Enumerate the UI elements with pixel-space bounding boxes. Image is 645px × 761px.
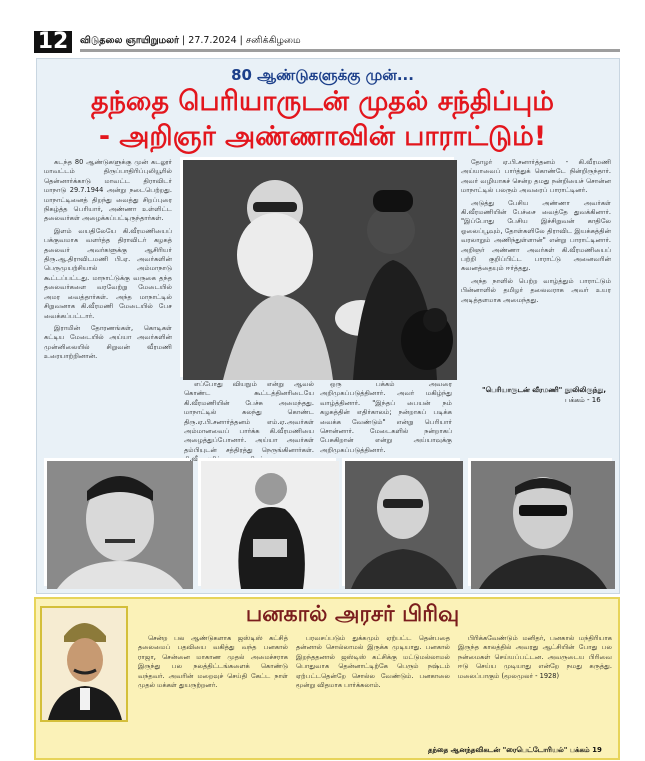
feature-column-1 [138, 634, 288, 742]
article-kicker: 80 ஆண்டுகளுக்கு முன்... [231, 66, 414, 84]
feature-credit: தந்தை ஆனந்தவிகடன் "ரைபெட்டோரியல்" பக்கம் 19 [428, 746, 602, 754]
paragraph: இளம் வயதிலேயே கி.வீரமணியைப் பக்குவமாக வளர்த்த திராவிடர் கழகத் தலைவர் அவர்களுக்கு ஆசிரியர் திரு.ஆ.திராவிடமணி பி.ஏ. அவர்களின் பெருமுயற்சியால் அம்மாநாடு கூட்டப்பட்டது. மாநாட்டுக்கு வருகை தந்த தலைவர்களை வரவேற்று மேடையில் அமர வைத்தார்கள். அந்த மாநாட்டில் சிறுவனாக கி.வீரமணி மேடையில் பேச வைக்கப்பட்டார். [44, 226, 172, 320]
headline-line-2: - அறிஞர் அண்ணாவின் பாராட்டும்! [98, 121, 547, 152]
feature-column-3 [458, 634, 612, 742]
article-column-1 [44, 158, 172, 454]
paragraph: இராமின் தோரணங்கள், கொடிகள் கட்டிய மேடையில் அய்யா அவர்களின் முன்னிலையில் சிறுவன் வீரமணி உரையாற்றினான். [44, 323, 172, 361]
paragraph: கடந்த 80 ஆண்டுகளுக்கு முன் கடலூர் மாவட்டம் திருப்பாதிரிப்புலியூரில் தென்னார்க்காடு மாவட்ட திராவிடர் மாநாடு 29.7.1944 அன்று நடைபெற்றது. மாநாட்டினைத் திறந்து வைத்து சிறப்புரை நிகழ்த்த பெரியார், அண்ணா உள்ளிட்ட தலைவர்கள் அழைக்கப்பட்டிருந்தார்கள். [44, 158, 172, 223]
feature-column-2 [296, 634, 450, 742]
paragraph: பிரிக்கவேண்டும் மனிதர், பனகால் மந்திரியாக இருந்த காலத்தில் அவரது ஆட்சியின் போது பல நன்மைகள் செய்யப்பட்டன. அவருடைய பிரிவை ஈடு செய்ய முடியாது என்றே நமது கருத்து. மலைப்பாகும் (மூலமுலர் - 1928) [458, 634, 612, 680]
paragraph: தோழர் ஏ.பி.சனார்த்தனம் - கி.வீரமணி அய்யாவைப் பார்த்துக் கொண்டே நின்றிருந்தார். அவர் வழியாகச் சென்ற தமது நன்றியைச் சொன்ன மாநாட்டில் பலரும் அவரைப் பாராட்டினர். [461, 158, 611, 195]
article-column-4 [461, 158, 611, 384]
headline-line-1: தந்தை பெரியாருடன் முதல் சந்திப்பும் [90, 86, 555, 117]
feature-heading: பனகால் அரசர் பிரிவு [245, 602, 460, 627]
source-page: பக்கம் - 16 [565, 396, 601, 404]
paragraph: பரவசப்படும் துக்கமும் ஏற்பட்ட தென்பதை தன்னால் சொல்லாமல் இருக்க முடியாது. பனகால் இறந்ததனால் ஜஸ்டிஸ் கட்சிக்கு மட்டுமல்லாமல் பொதுவாக தென்னாட்டிற்கே பெரும் நஷ்டம் ஏற்பட்டதென்றே சொல்ல வேண்டும். பனகாலை மூன்று விதமாக பார்க்கலாம். [296, 634, 450, 690]
paragraph: ஒரு பக்கம் அவரை அறிமுகப்படுத்தினார். அவர் மகிழ்ந்து வாழ்த்தினார். "இந்தப் பையன் நம் கழகத்தின் எதிர்காலம்; நன்றாகப் படிக்க வைக்க வேண்டும்" என்று பெரியார் சொன்னார். மேடைகளில் நன்றாகப் பேசுகிறான் என்று அய்யாவுக்கு அறிமுகப்படுத்தினார். [320, 380, 452, 454]
article-column-2 [184, 380, 314, 454]
article-column-3 [320, 380, 452, 454]
issue-day: சனிக்கிழமை [245, 35, 301, 46]
header-info: விடுதலை ஞாயிறுமலர் | 27.7.2024 | சனிக்கிழமை [80, 35, 301, 46]
periyar-veeramani-photo [180, 157, 454, 377]
paragraph: அடுத்து பேசிய அண்ணா அவர்கள் கி.வீரமணியின் பேச்சை வைத்தே துவக்கினார். "இப்போது பேசிய இச்சிறுவன் காதிலே ஓலைப்பூவும், தோள்களிலே திராவிட இயக்கத்தின் வரலாறும் அணிந்துள்ளான்" என்று பாராட்டினார். அறிஞர் அண்ணா அவர்கள் கி.வீரமணியைப் பற்றி குறிப்பிட்ட பாராட்டு அனைவரின் கவனத்தையும் ஈர்த்தது. [461, 198, 611, 273]
page-header [0, 31, 645, 53]
source-credit: "பெரியாருடன் வீரமணி" நூலிலிருந்து, [482, 386, 607, 394]
header-rule [80, 49, 620, 52]
portrait-3 [342, 458, 460, 586]
photo-illustration [183, 160, 457, 380]
portrait-2 [198, 458, 336, 586]
paragraph: அந்த நாளில் பெற்ற வாழ்த்தும் பாராட்டும் பின்னாளில் தமிழர் தலைவராக அவர் உயர அடித்தளமாக அமைந்தது. [461, 276, 611, 304]
portrait-4 [468, 458, 612, 586]
issue-date: 27.7.2024 [188, 35, 237, 46]
paragraph: எப்போது வியநும் என்று ஆவல் கொண்ட கூட்டத்தினரிடையே கி.வீரமணியின் பேச்சு அமைந்தது. மாநாட்டில் கலந்து கொண்ட திரு.ஏ.பி.சனார்த்தனம் எம்.ஏ.அவர்கள் அம்மானவைப் பார்க்க கி.வீரமணியை அழைத்துப்போனார். அய்யா அவர்கள் தம்பியுடன் சத்திரத்து நெருங்கினார்கள். [184, 380, 314, 454]
page-number: 12 [34, 31, 72, 53]
publication-name: விடுதலை ஞாயிறுமலர் [80, 35, 180, 46]
portrait-1 [44, 458, 190, 586]
paragraph: சென்ற பல ஆண்டுகளாக ஜஸ்டிஸ் கட்சித் தலைமைப் பதவியை வகித்து வந்த பனகால் ராஜா, சென்னை மாகாண முதல் அமைச்சராக இருந்து பல நலத்திட்டங்களைக் கொண்டு வந்தவர். அவரின் மறைவுச் செய்தி கேட்ட நாள் முதல் மக்கள் துயருற்றனர். [138, 634, 288, 690]
